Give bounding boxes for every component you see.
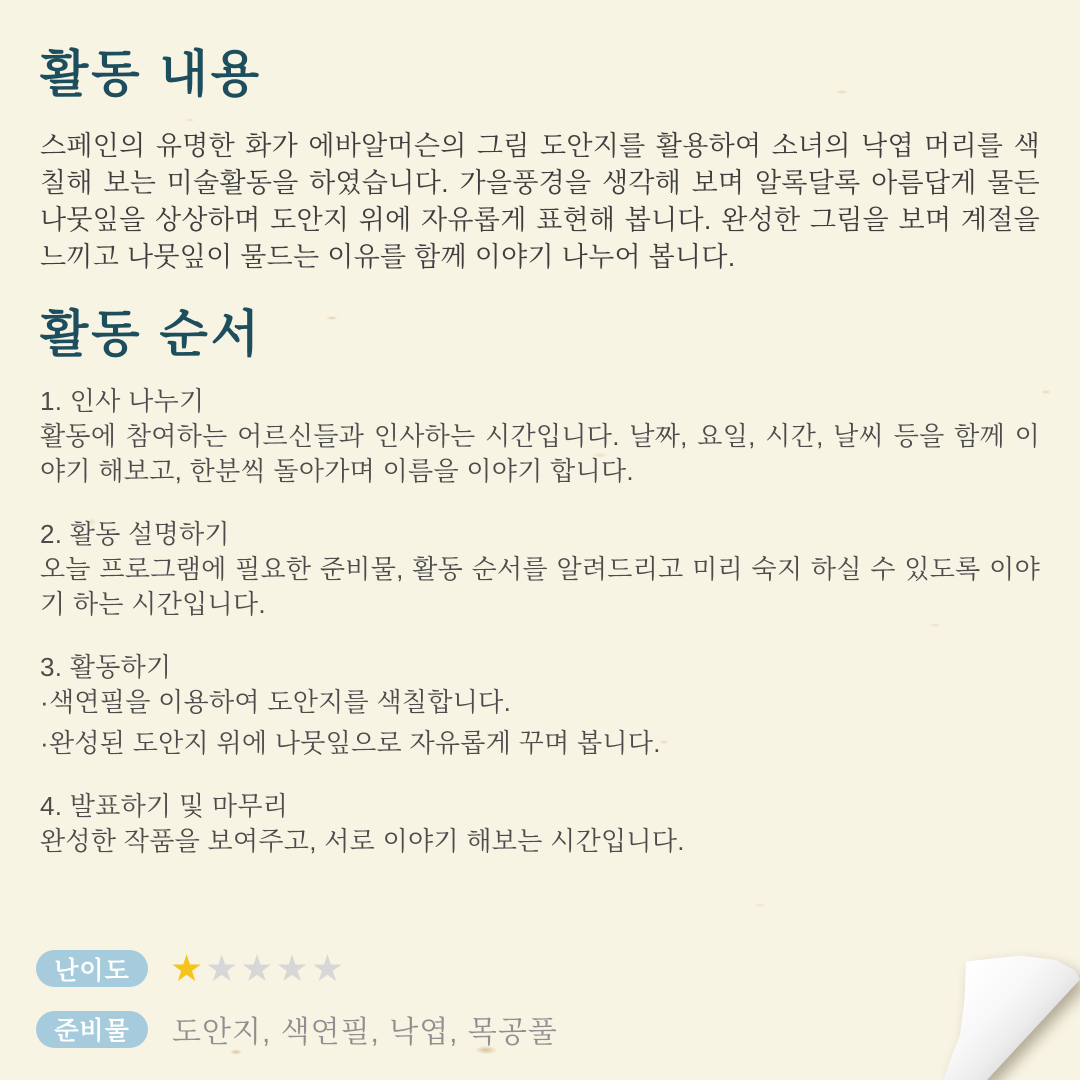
step-2-heading: 2. 활동 설명하기 [40,519,230,549]
star-empty-icon: ★ [275,948,311,989]
page-curl [930,930,1080,1080]
step-1-heading: 1. 인사 나누기 [40,386,205,416]
page-curl-fold-icon [930,930,1080,1080]
footer [36,950,558,1071]
activity-content-paragraph: 스페인의 유명한 화가 에바알머슨의 그림 도안지를 활용하여 소녀의 낙엽 머리를 색칠해 보는 미술활동을 하였습니다. 가을풍경을 생각해 보며 알록달록 아름답게 물든 나뭇잎을 상상하며 도안지 위에 자유롭게 표현해 봅니다. 완성한 그림을 보며 계절을 느끼고 나뭇잎이 물드는 이유를 함께 이야기 나누어 봅니다. [40,131,1040,272]
step-3-bullet-2: ·완성된 도안지 위에 나뭇잎으로 자유롭게 꾸며 봅니다. [40,728,661,758]
materials-row [36,1007,558,1051]
step-2 [40,517,1040,622]
step-3-heading: 3. 활동하기 [40,652,172,682]
step-4 [40,789,1040,859]
materials-list: 도안지, 색연필, 낙엽, 목공풀 [172,1016,558,1049]
step-1-text: 활동에 참여하는 어르신들과 인사하는 시간입니다. 날짜, 요일, 시간, 날씨 등을 함께 이야기 해보고, 한분씩 돌아가며 이름을 이야기 합니다. [40,421,1040,486]
step-4-heading: 4. 발표하기 및 마무리 [40,791,289,821]
difficulty-stars [170,950,346,987]
star-empty-icon: ★ [310,948,346,989]
difficulty-row [36,950,558,987]
step-1 [40,384,1040,489]
star-filled-icon: ★ [170,948,206,989]
step-4-text: 완성한 작품을 보여주고, 서로 이야기 해보는 시간입니다. [40,826,685,856]
star-empty-icon: ★ [240,948,276,989]
step-3-bullet-1: ·색연필을 이용하여 도안지를 색칠합니다. [40,687,512,717]
section-title-activity-content: 활동 내용 [40,46,263,102]
step-3 [40,650,1040,761]
section-title-activity-steps: 활동 순서 [40,306,263,362]
materials-badge: 준비물 [36,1011,148,1048]
step-2-text: 오늘 프로그램에 필요한 준비물, 활동 순서를 알려드리고 미리 숙지 하실 수 있도록 이야기 하는 시간입니다. [40,554,1040,619]
star-empty-icon: ★ [205,948,241,989]
difficulty-badge: 난이도 [36,950,148,987]
